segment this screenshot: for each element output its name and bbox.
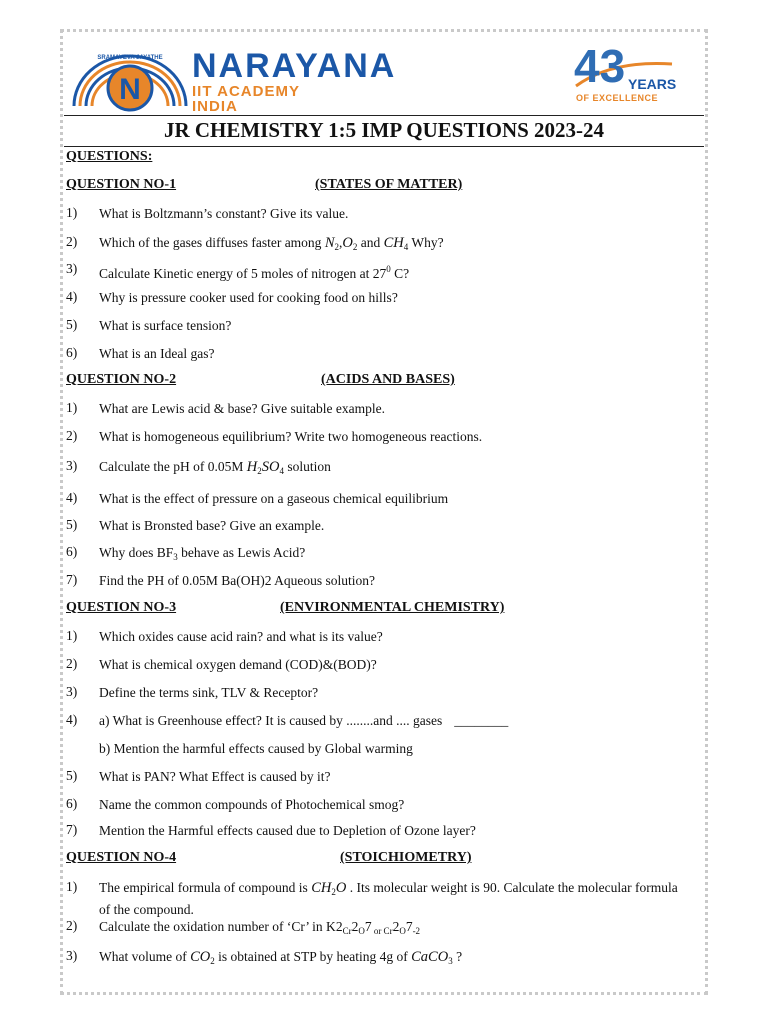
question-number: 5) <box>66 517 78 532</box>
logo-letter: N <box>119 73 141 106</box>
question-text: Which of the gases diffuses faster among $N_2,O_2$ and $CH_4$ Why? <box>99 235 444 252</box>
question-text: Why is pressure cooker used for cooking food on hills? <box>99 290 398 305</box>
question-number: 2) <box>66 918 78 933</box>
years-badge <box>572 40 677 106</box>
question-text: Why does $BF_3$ behave as Lewis Acid? <box>99 545 306 562</box>
question-number: 7) <box>66 822 78 837</box>
question-text: What is surface tension? <box>99 318 232 333</box>
answer-blank: ________ <box>454 713 509 728</box>
logo-motto: SRAMAYEVA JAYATHE <box>97 55 163 61</box>
question-number: 3) <box>66 684 78 699</box>
question-text: Which oxides cause acid rain? and what is its value? <box>99 629 383 644</box>
section-topic: (ACIDS AND BASES) <box>321 372 455 387</box>
page-title: JR CHEMISTRY 1:5 IMP QUESTIONS 2023-24 <box>163 118 605 142</box>
section-label: QUESTION NO-4 <box>66 850 177 865</box>
header-rule-top <box>64 115 704 116</box>
question-number: 4) <box>66 289 78 304</box>
question-text: What is homogeneous equilibrium? Write two homogeneous reactions. <box>99 429 483 444</box>
question-number: 4) <box>66 490 78 505</box>
question-text: Define the terms sink, TLV & Receptor? <box>99 685 319 700</box>
question-text: Find the PH of 0.05M Ba(OH)2 Aqueous solution? <box>99 573 375 588</box>
header-rule-bottom <box>64 146 704 147</box>
narayana-logo <box>70 50 190 114</box>
question-text: What is chemical oxygen demand (COD)&(BOD)? <box>99 657 377 672</box>
question-number: 3) <box>66 458 78 473</box>
question-number: 5) <box>66 768 78 783</box>
question-text: What is Bronsted base? Give an example. <box>99 518 325 533</box>
question-text: b) Mention the harmful effects caused by Global warming <box>99 741 413 756</box>
question-number: 1) <box>66 628 78 643</box>
question-number: 1) <box>66 400 78 415</box>
question-text: What is Boltzmann’s constant? Give its value. <box>99 206 349 221</box>
section-label: QUESTION NO-1 <box>66 177 177 192</box>
question-text: The empirical formula of compound is $CH_2O$ . Its molecular weight is 90. Calculate the molecular formula of the compound. <box>99 880 678 917</box>
question-text: What volume of $CO_2$ is obtained at STP by heating 4g of CaCO$_3$ ? <box>99 949 463 966</box>
brand-line-1: IIT ACADEMY <box>192 83 300 100</box>
section-topic: (STOICHIOMETRY) <box>340 850 472 865</box>
question-number: 2) <box>66 428 78 443</box>
question-text: Calculate the oxidation number of ‘Cr’ in $K2_{Cr}2_O7$ $_{or Cr}2_O7_{-2}$ <box>99 919 421 936</box>
question-number: 1) <box>66 879 78 894</box>
question-number: 3) <box>66 948 78 963</box>
question-number: 1) <box>66 205 78 220</box>
question-number: 6) <box>66 345 78 360</box>
question-number: 2) <box>66 656 78 671</box>
section-label: QUESTION NO-2 <box>66 372 177 387</box>
question-number: 6) <box>66 796 78 811</box>
section-topic: (ENVIRONMENTAL CHEMISTRY) <box>280 600 505 615</box>
brand-line-2: INDIA <box>192 98 238 115</box>
brand-block <box>192 48 396 114</box>
question-text: What is PAN? What Effect is caused by it? <box>99 769 331 784</box>
question-number: 5) <box>66 317 78 332</box>
question-text: Name the common compounds of Photochemical smog? <box>99 797 405 812</box>
years-word: YEARS <box>628 76 677 92</box>
question-text: Calculate Kinetic energy of 5 moles of nitrogen at $27^0$ C? <box>99 264 410 281</box>
question-number: 6) <box>66 544 78 559</box>
question-number: 2) <box>66 234 78 249</box>
question-text: What are Lewis acid & base? Give suitable example. <box>99 401 386 416</box>
logo-emblem-icon <box>70 50 190 114</box>
question-text: Mention the Harmful effects caused due to Depletion of Ozone layer? <box>99 823 476 838</box>
section-topic: (STATES OF MATTER) <box>315 177 463 192</box>
question-text: What is an Ideal gas? <box>99 346 215 361</box>
section-label: QUESTION NO-3 <box>66 600 177 615</box>
question-text: What is the effect of pressure on a gaseous chemical equilibrium <box>99 491 449 506</box>
questions-label: QUESTIONS: <box>66 149 153 164</box>
brand-name: NARAYANA <box>192 47 397 85</box>
question-text: Calculate the pH of 0.05M $H_2SO_4$ solution <box>99 459 331 476</box>
question-number: 7) <box>66 572 78 587</box>
question-number: 4) <box>66 712 78 727</box>
years-number: 43 <box>574 40 626 92</box>
question-text: a) What is Greenhouse effect? It is caused by ........and .... gases ________ <box>99 713 509 728</box>
question-number: 3) <box>66 261 78 276</box>
years-tagline: OF EXCELLENCE <box>576 93 659 103</box>
